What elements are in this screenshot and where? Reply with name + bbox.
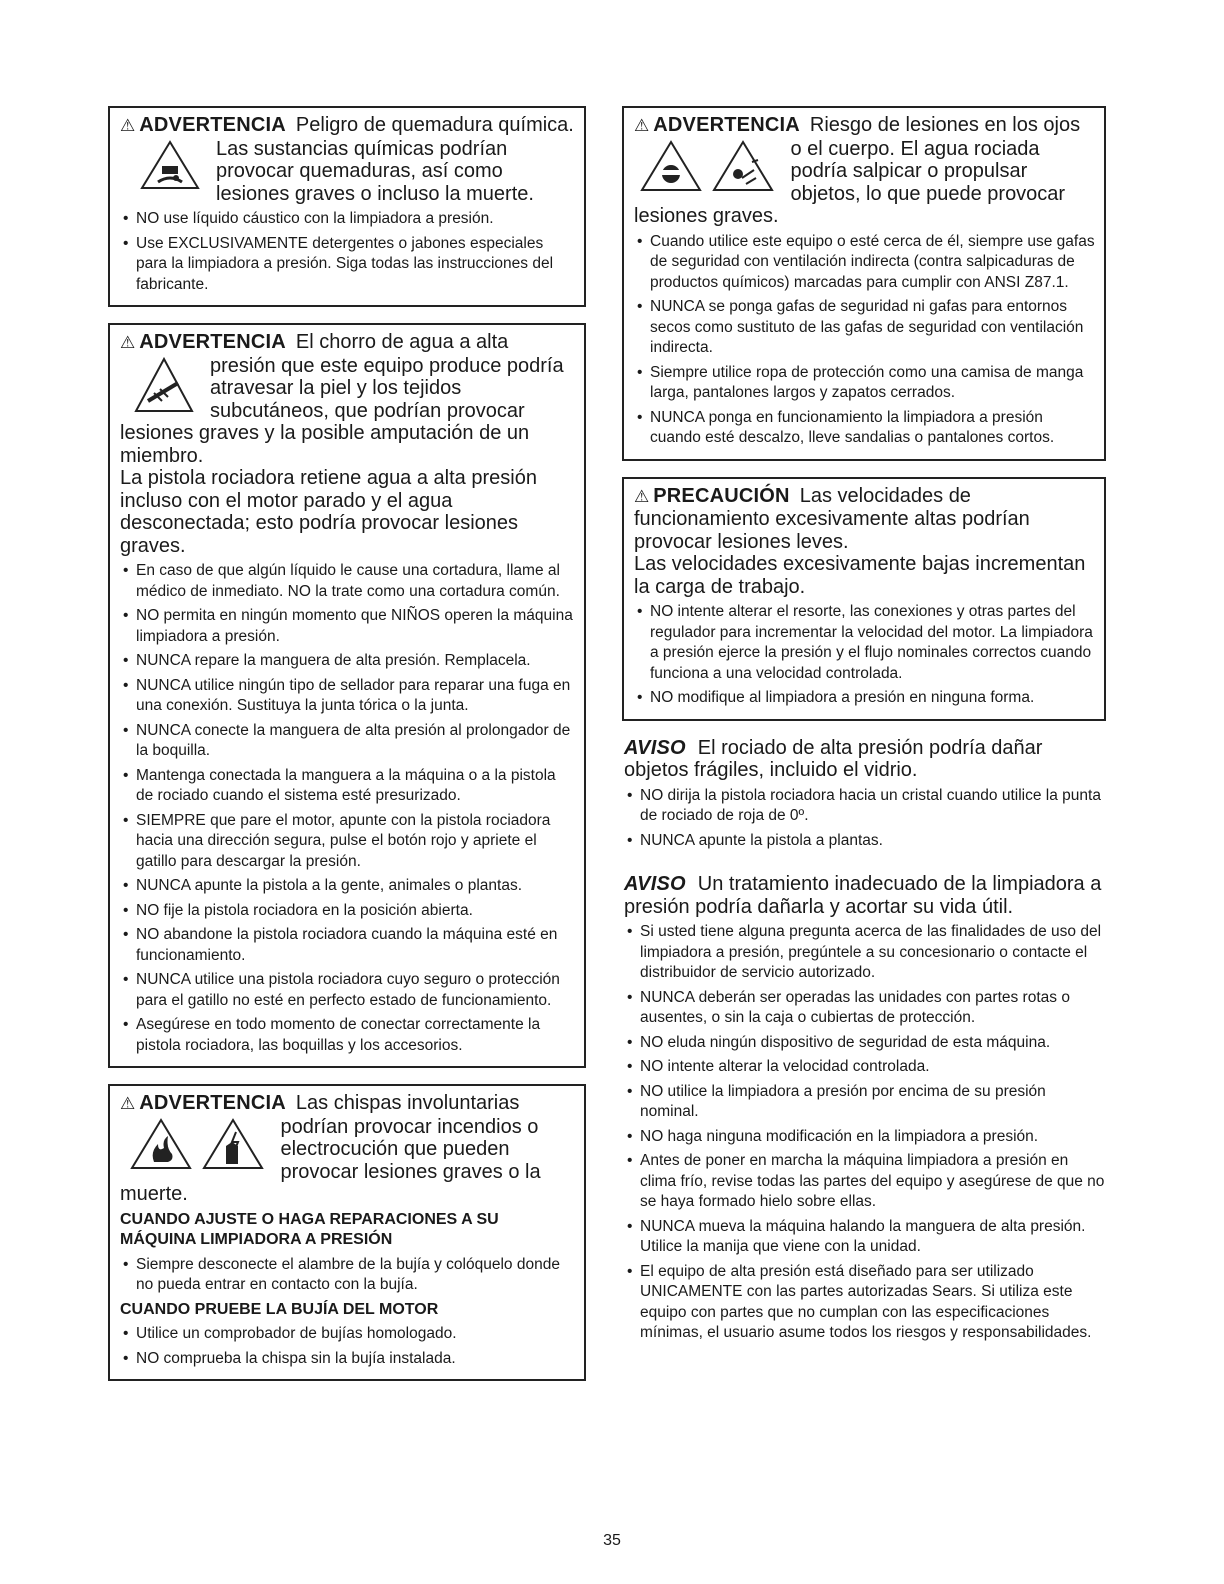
list-item: • NUNCA utilice una pistola rociadora cuyo seguro o protección para el gatillo no esté en perfecto estado de funcionamiento. (120, 970, 576, 1011)
list-item: • El equipo de alta presión está diseñado para ser utilizado UNICAMENTE con las partes autorizadas Sears. Si utiliza este equipo con partes que no cumplan con las especificaciones mínimas, el usuario asume todos los riesgos y responsabilidades. (624, 1262, 1106, 1344)
caution-list (634, 602, 1096, 709)
list-item: • NUNCA apunte la pistola a plantas. (624, 831, 1106, 852)
warning-header (120, 114, 576, 138)
warning-eye-injury (622, 106, 1106, 461)
list-item: • En caso de que algún líquido le cause una cortadura, llame al médico de inmediato. NO la trate como una cortadura común. (120, 561, 576, 602)
list-item: • Cuando utilice este equipo o esté cerca de él, siempre use gafas de seguridad con ventilación indirecta (contra salpicaduras de productos químicos) marcadas para cumplir con ANSI Z87.1. (634, 232, 1096, 294)
list-item: • Asegúrese en todo momento de conectar correctamente la pistola rociadora, las boquillas y los accesorios. (120, 1015, 576, 1056)
list-item: • NO dirija la pistola rociadora hacia un cristal cuando utilice la punta de rociado de roja de 0º. (624, 786, 1106, 827)
alert-icon: ⚠ (120, 116, 136, 135)
list-item: • Utilice un comprobador de bujías homologado. (120, 1324, 576, 1345)
notice-header (624, 873, 1106, 918)
notice-header (624, 737, 1106, 782)
list-item: • NUNCA utilice ningún tipo de sellador para reparar una fuga en una conexión. Sustituya la junta tórica o la junta. (120, 676, 576, 717)
list-item: • Si usted tiene alguna pregunta acerca de las finalidades de uso del limpiadora a presión, pregúntele a su concesionario o contacte el distribuidor de servicio autorizado. (624, 922, 1106, 984)
warning-headline: Riesgo de lesiones en los ojos (809, 114, 1081, 136)
notice-label: AVISO (624, 736, 686, 759)
warning-text: podrían provocar incendios o electrocución que pueden provocar lesiones graves o la muerte. (120, 1115, 541, 1205)
list-item: • NUNCA ponga en funcionamiento la limpiadora a presión cuando esté descalzo, lleve sandalias o pantalones cortos. (634, 408, 1096, 449)
left-column (108, 106, 586, 1397)
notice-label: AVISO (624, 873, 686, 895)
hazard-icons (130, 1118, 270, 1172)
notice-headline: El rociado de alta presión podría dañar objetos frágiles, incluido el vidrio. (624, 736, 1043, 781)
list-item: • SIEMPRE que pare el motor, apunte con la pistola rociadora hacia una dirección segura, pulse el botón rojo y apriete el gatillo para descargar la presión. (120, 811, 576, 873)
chemical-burn-icon (140, 140, 200, 190)
list-item: • NO abandone la pistola rociadora cuando la máquina esté en funcionamiento. (120, 925, 576, 966)
warning-list (120, 1324, 576, 1369)
warning-label: ADVERTENCIA (653, 114, 800, 136)
list-item: • NUNCA conecte la manguera de alta presión al prolongador de la boquilla. (120, 721, 576, 762)
list-item: • NO utilice la limpiadora a presión por encima de su presión nominal. (624, 1082, 1106, 1123)
warning-list (634, 232, 1096, 449)
list-item: • NUNCA se ponga gafas de seguridad ni gafas para entornos secos como sustituto de las gafas de seguridad con ventilación indirecta. (634, 297, 1096, 359)
warning-list (120, 561, 576, 1056)
caution-text: Las velocidades excesivamente bajas incrementan la carga de trabajo. (634, 553, 1086, 598)
alert-icon: ⚠ (120, 333, 136, 352)
alert-icon: ⚠ (634, 116, 650, 135)
list-item: • NO intente alterar el resorte, las conexiones y otras partes del regulador para incrementar la velocidad del motor. La limpiadora a presión ejerce la presión y el flujo nominales correctos cuando funciona a una velocidad controlada. (634, 602, 1096, 684)
warning-label: ADVERTENCIA (139, 331, 286, 353)
hazard-icons (640, 140, 780, 194)
list-item: • NUNCA repare la manguera de alta presión. Remplacela. (120, 651, 576, 672)
page-number: 35 (603, 1532, 621, 1549)
electrocution-hazard-icon (202, 1118, 264, 1172)
warning-label: ADVERTENCIA (139, 114, 286, 136)
warning-label: ADVERTENCIA (139, 1092, 286, 1114)
warning-chemical-burn (108, 106, 586, 307)
list-item: • NUNCA deberán ser operadas las unidades con partes rotas o ausentes, o sin la caja o cubiertas de protección. (624, 988, 1106, 1029)
caution-engine-speed (622, 477, 1106, 721)
notice-list (624, 922, 1106, 1344)
caution-header (634, 485, 1096, 554)
warning-text: o el cuerpo. El agua rociada podría salpicar o propulsar objetos, lo que puede provocar lesiones graves. (634, 137, 1066, 227)
right-column (622, 106, 1106, 1366)
list-item: • NO eluda ningún dispositivo de seguridad de esta máquina. (624, 1033, 1106, 1054)
caution-headline: Las velocidades de funcionamiento excesivamente altas podrían provocar lesiones leves. (634, 484, 1030, 553)
hazard-icons (134, 357, 200, 415)
warning-headline: Peligro de quemadura química. (295, 114, 574, 136)
list-item: • NUNCA apunte la pistola a la gente, animales o plantas. (120, 876, 576, 897)
list-item: • Use EXCLUSIVAMENTE detergentes o jabones especiales para la limpiadora a presión. Siga todas las instrucciones del fabricante. (120, 234, 576, 296)
fire-hazard-icon (130, 1118, 192, 1172)
warning-text-2: La pistola rociadora retiene agua a alta presión incluso con el motor parado y el agua desconectada; esto podría provocar lesiones graves. (120, 467, 537, 557)
eye-protection-icon (640, 140, 702, 194)
flying-object-icon (712, 140, 774, 194)
warning-sparks (108, 1084, 586, 1381)
list-item: • NO use líquido cáustico con la limpiadora a presión. (120, 209, 576, 230)
section-subheading: CUANDO AJUSTE O HAGA REPARACIONES A SU MÁQUINA LIMPIADORA A PRESIÓN (120, 1210, 499, 1248)
warning-headline: Las chispas involuntarias (295, 1092, 520, 1114)
warning-text: presión que este equipo produce podría atravesar la piel y los tejidos subcutáneos, que podrían provocar lesiones graves y la posible amputación de un miembro. (120, 354, 564, 467)
warning-high-pressure (108, 323, 586, 1068)
warning-headline: El chorro de agua a alta (295, 331, 509, 353)
list-item: • Mantenga conectada la manguera a la máquina o a la pistola de rociado cuando el sistema esté presurizado. (120, 766, 576, 807)
list-item: • NUNCA mueva la máquina halando la manguera de alta presión. Utilice la manija que viene con la unidad. (624, 1217, 1106, 1258)
notice-list (624, 786, 1106, 852)
list-item: • NO fije la pistola rociadora en la posición abierta. (120, 901, 576, 922)
notice-improper-treatment (622, 873, 1106, 1344)
alert-icon: ⚠ (634, 486, 650, 506)
list-item: • Siempre utilice ropa de protección como una camisa de manga larga, pantalones largos y zapatos cerrados. (634, 363, 1096, 404)
warning-text: Las sustancias químicas podrían provocar quemaduras, así como lesiones graves o incluso la muerte. (216, 137, 534, 205)
list-item: • Antes de poner en marcha la máquina limpiadora a presión en clima frío, revise todas las partes del equipo y asegúrese de que no se haya formado hielo sobre ellas. (624, 1151, 1106, 1213)
list-item: • NO intente alterar la velocidad controlada. (624, 1057, 1106, 1078)
warning-list (120, 209, 576, 295)
warning-header (634, 114, 1096, 138)
section-subheading: CUANDO PRUEBE LA BUJÍA DEL MOTOR (120, 1300, 439, 1318)
list-item: • NO comprueba la chispa sin la bujía instalada. (120, 1349, 576, 1370)
warning-list (120, 1255, 576, 1296)
injection-hazard-icon (134, 357, 194, 415)
warning-header (120, 1092, 576, 1116)
alert-icon: ⚠ (120, 1094, 136, 1113)
caution-label: PRECAUCIÓN (653, 484, 790, 507)
list-item: • Siempre desconecte el alambre de la bujía y colóquelo donde no pueda entrar en contacto con la bujía. (120, 1255, 576, 1296)
hazard-icons (140, 140, 206, 190)
list-item: • NO modifique al limpiadora a presión en ninguna forma. (634, 688, 1096, 709)
notice-fragile-objects (622, 737, 1106, 852)
list-item: • NO permita en ningún momento que NIÑOS operen la máquina limpiadora a presión. (120, 606, 576, 647)
list-item: • NO haga ninguna modificación en la limpiadora a presión. (624, 1127, 1106, 1148)
notice-headline: Un tratamiento inadecuado de la limpiadora a presión podría dañarla y acortar su vida útil. (624, 873, 1102, 918)
warning-header (120, 331, 576, 355)
